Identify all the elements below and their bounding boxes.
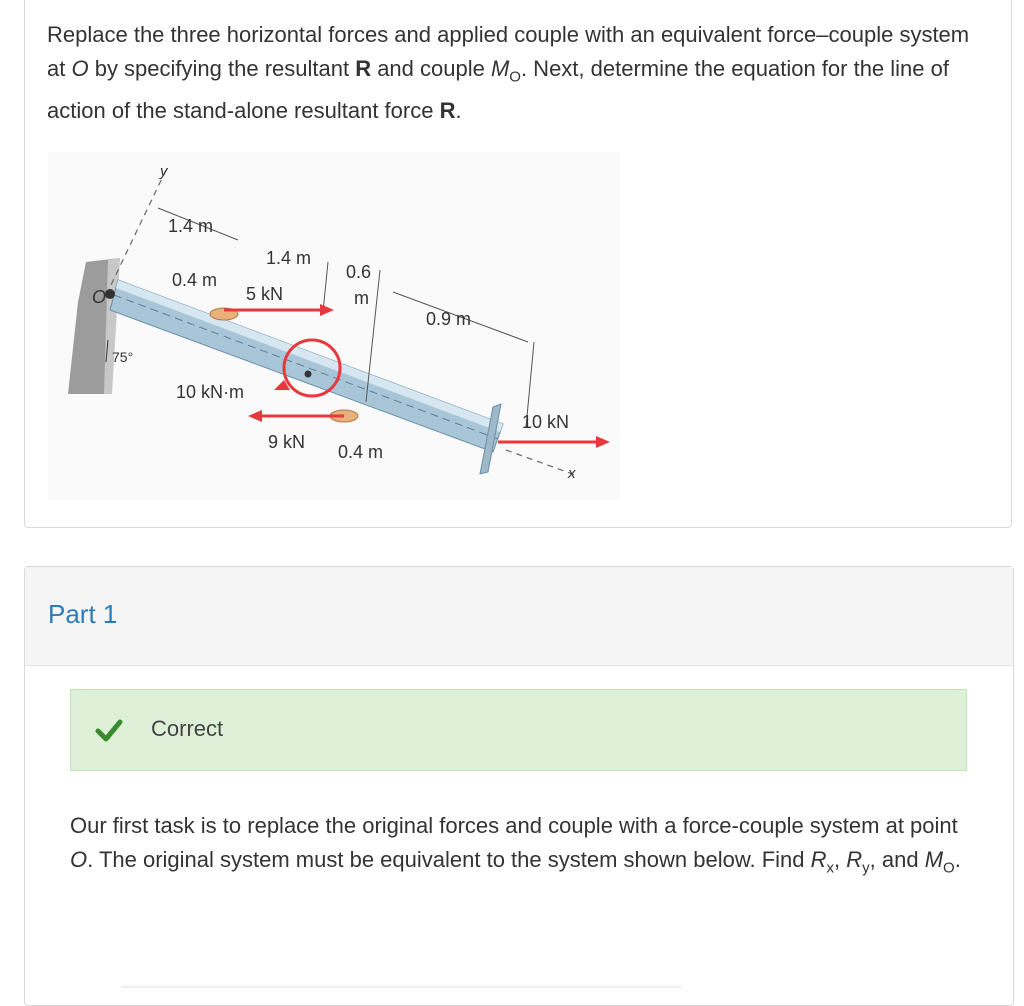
origin-label: O [92, 287, 107, 307]
x-axis-label: x [568, 465, 576, 482]
dim-label-1: 1.4 m [168, 216, 214, 236]
part-card [24, 566, 1014, 1006]
dim-label-3: 0.4 m [172, 270, 218, 290]
force-9kN-arrowhead [248, 410, 262, 422]
next-figure-top-edge [121, 986, 681, 988]
problem-figure [48, 152, 620, 500]
problem-statement: Replace the three horizontal forces and applied couple with an equivalent force–couple system at O by specifying the resultant R and couple $M_O$. Next, determine the equation for the line of action of the stand-alone resultant force R. [47, 22, 970, 124]
force-10kN-label: 10 kN [522, 412, 570, 432]
part-title: Part 1 [48, 599, 118, 629]
beam-diagram [48, 152, 620, 500]
dim-label-2: 1.4 m [266, 248, 312, 268]
dim-label-6: 0.4 m [338, 442, 384, 462]
dim-label-5: 0.9 m [426, 309, 472, 329]
beam-top [116, 280, 503, 432]
y-axis-label: y [160, 163, 168, 180]
correct-label: Correct [151, 716, 224, 741]
force-5kN-arrowhead [320, 304, 334, 316]
y-axis [110, 170, 166, 287]
explanation-text: Our first task is to replace the original forces and couple with a force-couple system at point O. The original system must be equivalent to the system shown below. Find $R_x$, $R_y$, and $M_O$. [70, 813, 961, 877]
angle-label: 75° [112, 349, 134, 365]
couple-center [305, 371, 312, 378]
part-header [25, 567, 1013, 666]
dim-guide-1 [323, 262, 328, 312]
force-10kN-arrowhead [596, 436, 610, 448]
force-9kN-label: 9 kN [268, 432, 306, 452]
origin-point [105, 289, 115, 299]
correct-feedback [70, 689, 967, 771]
dim-label-4b: m [354, 288, 369, 308]
couple-label: 10 kN·m [176, 382, 245, 402]
check-icon [95, 718, 123, 744]
dim-label-4a: 0.6 [346, 262, 372, 282]
force-5kN-label: 5 kN [246, 284, 284, 304]
